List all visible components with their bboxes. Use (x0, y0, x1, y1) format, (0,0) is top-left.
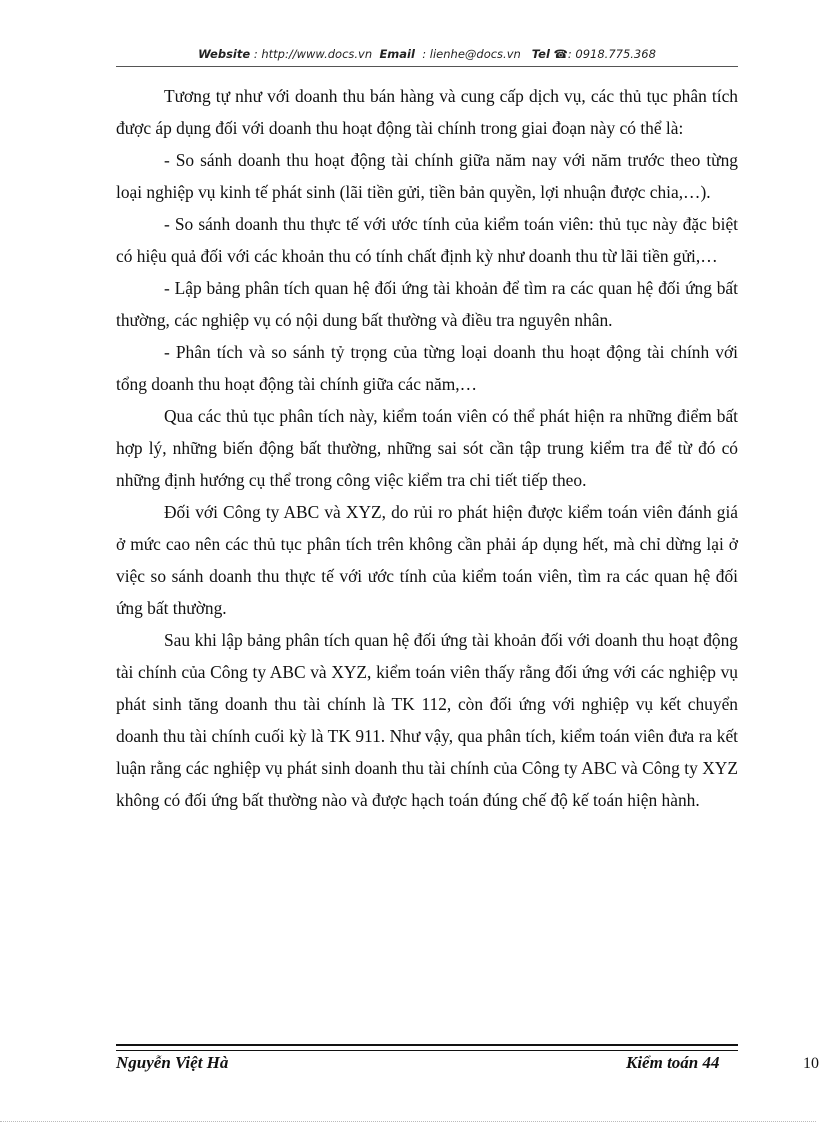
email-value: : lienhe@docs.vn (422, 47, 521, 61)
page-header (116, 47, 738, 61)
footer-class: Kiểm toán 44 (626, 1053, 720, 1072)
paragraph-bullet-2: - So sánh doanh thu thực tế với ước tính của kiểm toán viên: thủ tục này đặc biệt có hiệu quả đối với các khoản thu có tính chất định kỳ như doanh thu từ lãi tiền gửi,… (116, 214, 738, 266)
document-body (116, 80, 738, 816)
website-value: : http://www.docs.vn (253, 47, 373, 61)
page-number: 10 (803, 1055, 819, 1072)
paragraph-analysis: Qua các thủ tục phân tích này, kiểm toán viên có thể phát hiện ra những điểm bất hợp lý, những biến động bất thường, những sai sót cần tập trung kiểm tra để từ đó có những định hướng cụ thể trong công việc kiểm tra chi tiết tiếp theo. (116, 406, 738, 490)
phone-icon: ☎ (553, 47, 568, 61)
tel-value: : 0918.775.368 (567, 47, 656, 61)
footer-divider-thin (116, 1050, 738, 1051)
tel-label: Tel (531, 47, 550, 61)
page-bottom-border (0, 1121, 816, 1122)
website-label: Website (198, 47, 251, 61)
paragraph-companies: Đối với Công ty ABC và XYZ, do rủi ro phát hiện được kiểm toán viên đánh giá ở mức cao nên các thủ tục phân tích trên không cần phải áp dụng hết, mà chỉ dừng lại ở việc so sánh doanh thu thực tế với ước tính của kiểm toán viên, tìm ra các quan hệ đối ứng bất thường. (116, 502, 738, 618)
paragraph-conclusion: Sau khi lập bảng phân tích quan hệ đối ứng tài khoản đối với doanh thu hoạt động tài chính của Công ty ABC và XYZ, kiểm toán viên thấy rằng đối ứng với các nghiệp vụ phát sinh tăng doanh thu tài chính là TK 112, còn đối ứng với nghiệp vụ kết chuyển doanh thu tài chính cuối kỳ là TK 911. Như vậy, qua phân tích, kiểm toán viên đưa ra kết luận rằng các nghiệp vụ phát sinh doanh thu tài chính của Công ty ABC và Công ty XYZ không có đối ứng bất thường nào và được hạch toán đúng chế độ kế toán hiện hành. (116, 630, 738, 810)
paragraph-bullet-4: - Phân tích và so sánh tỷ trọng của từng loại doanh thu hoạt động tài chính với tổng doanh thu hoạt động tài chính giữa các năm,… (116, 342, 738, 394)
paragraph-bullet-3: - Lập bảng phân tích quan hệ đối ứng tài khoản để tìm ra các quan hệ đối ứng bất thường, các nghiệp vụ có nội dung bất thường và điều tra nguyên nhân. (116, 278, 738, 330)
paragraph-intro: Tương tự như với doanh thu bán hàng và cung cấp dịch vụ, các thủ tục phân tích được áp dụng đối với doanh thu hoạt động tài chính trong giai đoạn này có thể là: (116, 86, 738, 138)
footer-divider-thick (116, 1044, 738, 1046)
paragraph-bullet-1: - So sánh doanh thu hoạt động tài chính giữa năm nay với năm trước theo từng loại nghiệp vụ kinh tế phát sinh (lãi tiền gửi, tiền bản quyền, lợi nhuận được chia,…). (116, 150, 738, 202)
footer-author: Nguyễn Việt Hà (116, 1053, 229, 1072)
email-label: Email (379, 47, 415, 61)
header-divider (116, 66, 738, 67)
